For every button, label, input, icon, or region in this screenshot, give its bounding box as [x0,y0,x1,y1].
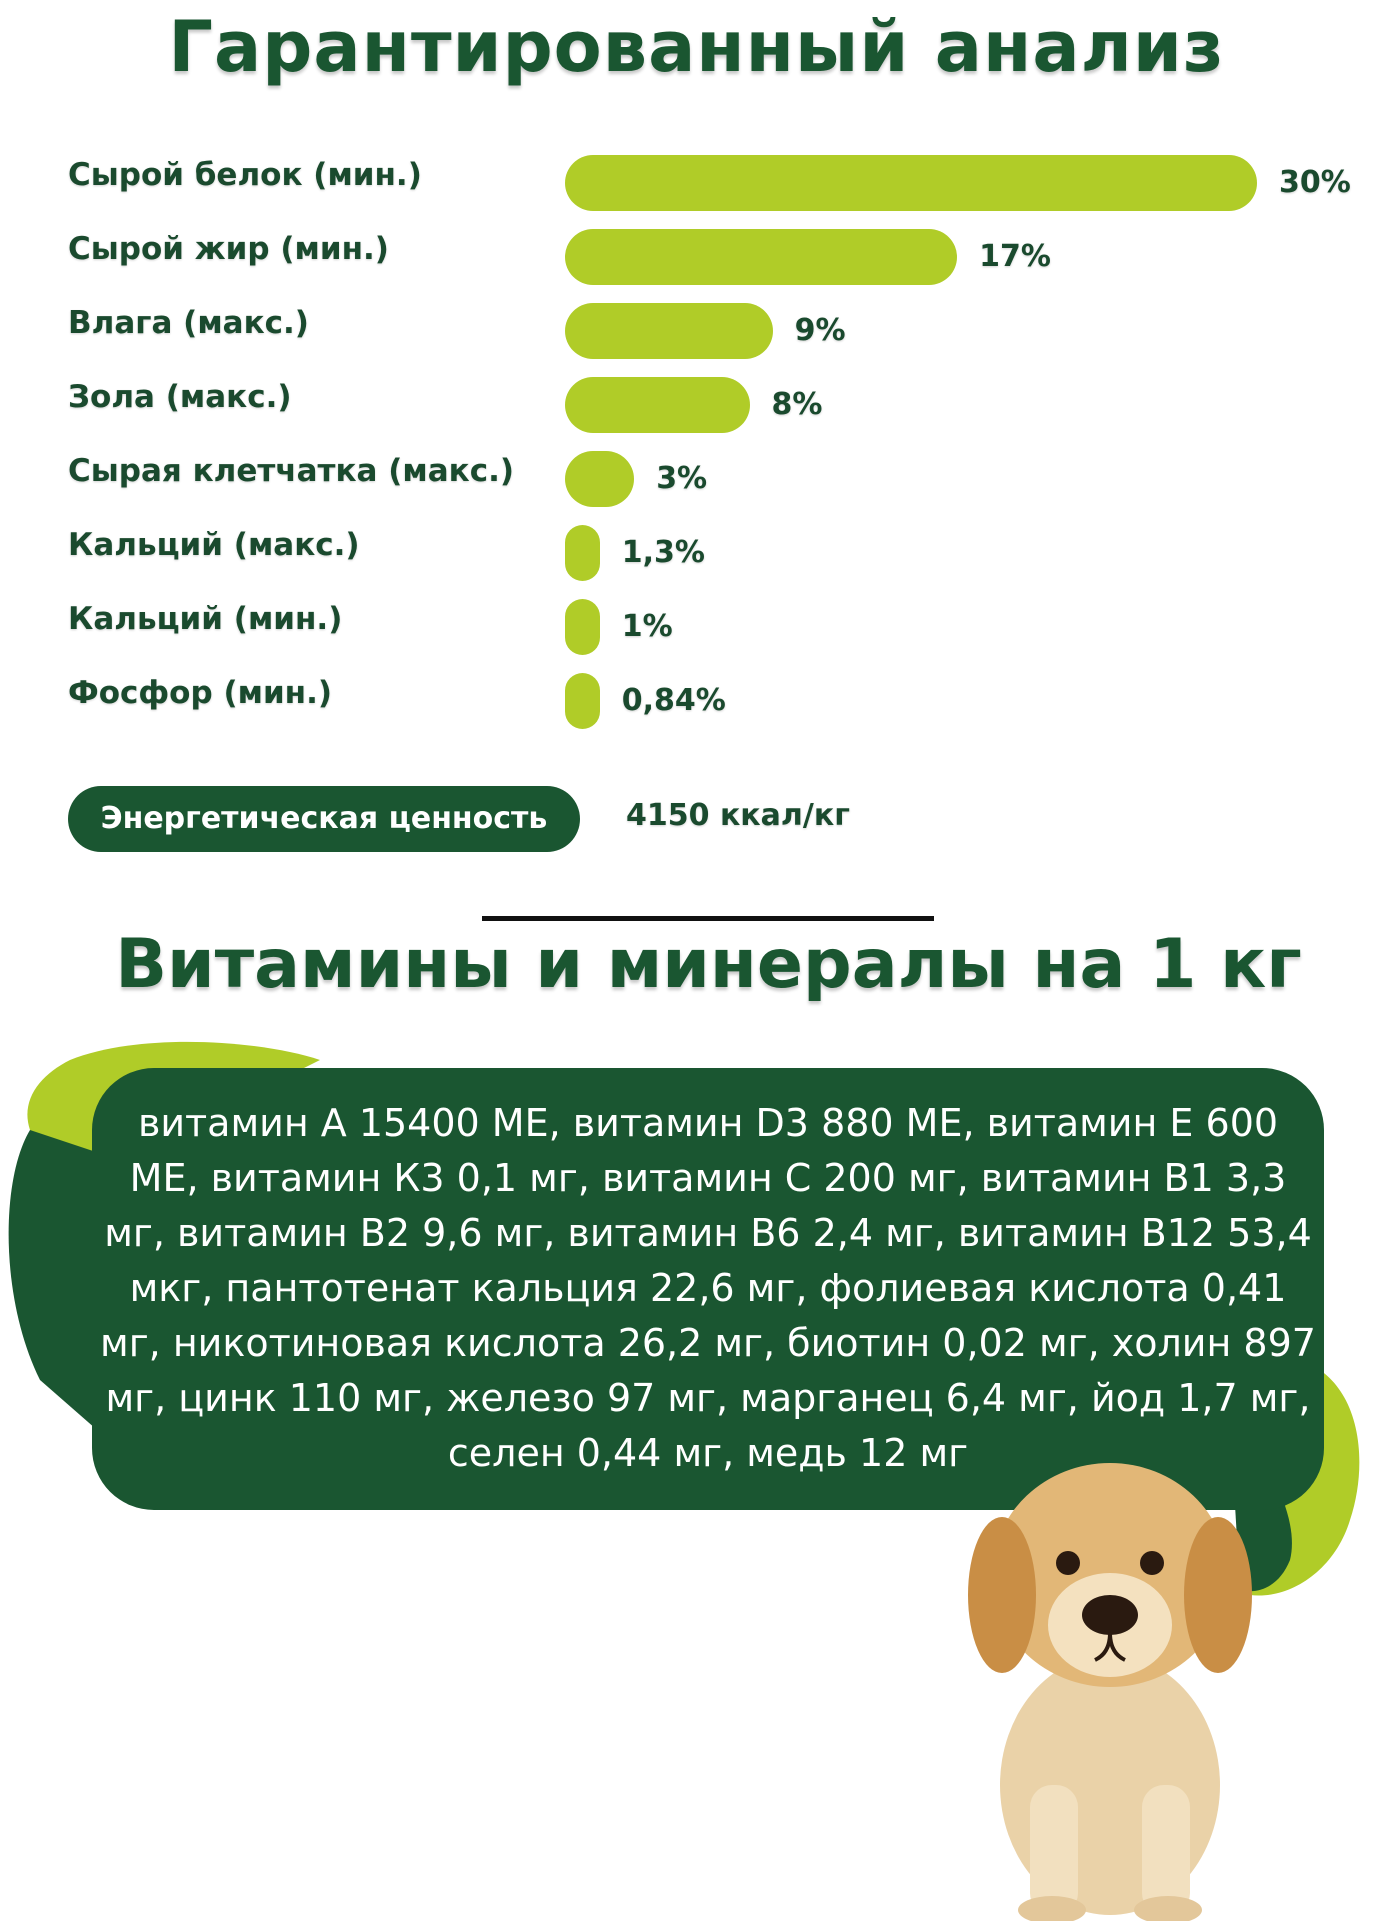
bar-category-label: Сырая клетчатка (макс.) [68,453,515,489]
bar [565,377,750,433]
bar-value-label: 30% [1279,165,1351,200]
bar [565,155,1257,211]
bar-value-label: 1,3% [621,535,705,570]
bar-category-label: Зола (макс.) [68,379,292,415]
bar [565,303,773,359]
bar-value-label: 3% [656,461,708,496]
energy-value: 4150 ккал/кг [626,798,850,833]
bar-category-label: Сырой жир (мин.) [68,231,389,267]
bar-value-label: 17% [979,239,1051,274]
bar [565,229,957,285]
bar [565,525,600,581]
puppy-icon [960,1455,1260,1921]
bar-value-label: 0,84% [621,683,726,718]
page-title: Гарантированный анализ [168,6,1225,88]
bar-value-label: 1% [621,609,673,644]
bar-value-label: 8% [771,387,823,422]
energy-label-pill: Энергетическая ценность [68,786,580,852]
vitamins-title: Витамины и минералы на 1 кг [115,925,1302,1004]
bar [565,673,600,729]
bar-category-label: Влага (макс.) [68,305,309,341]
bar-category-label: Кальций (макс.) [68,527,360,563]
bar-value-label: 9% [794,313,846,348]
bar [565,599,600,655]
bar-category-label: Кальций (мин.) [68,601,343,637]
section-divider [482,916,934,921]
bar-category-label: Сырой белок (мин.) [68,157,422,193]
bar [565,451,634,507]
vitamins-list: витамин А 15400 МЕ, витамин D3 880 МЕ, витамин Е 600 МЕ, витамин К3 0,1 мг, витамин С 200 мг, витамин В1 3,3 мг, витамин В2 9,6 мг, витамин В6 2,4 мг, витамин В12 53,4 мкг, пантотенат кальция 22,6 мг, фолиевая кислота 0,41 мг, никотиновая кислота 26,2 мг, биотин 0,02 мг, холин 897 мг, цинк 110 мг, железо 97 мг, марганец 6,4 мг, йод 1,7 мг, селен 0,44 мг, медь 12 мг [100,1101,1316,1475]
bar-category-label: Фосфор (мин.) [68,675,333,711]
